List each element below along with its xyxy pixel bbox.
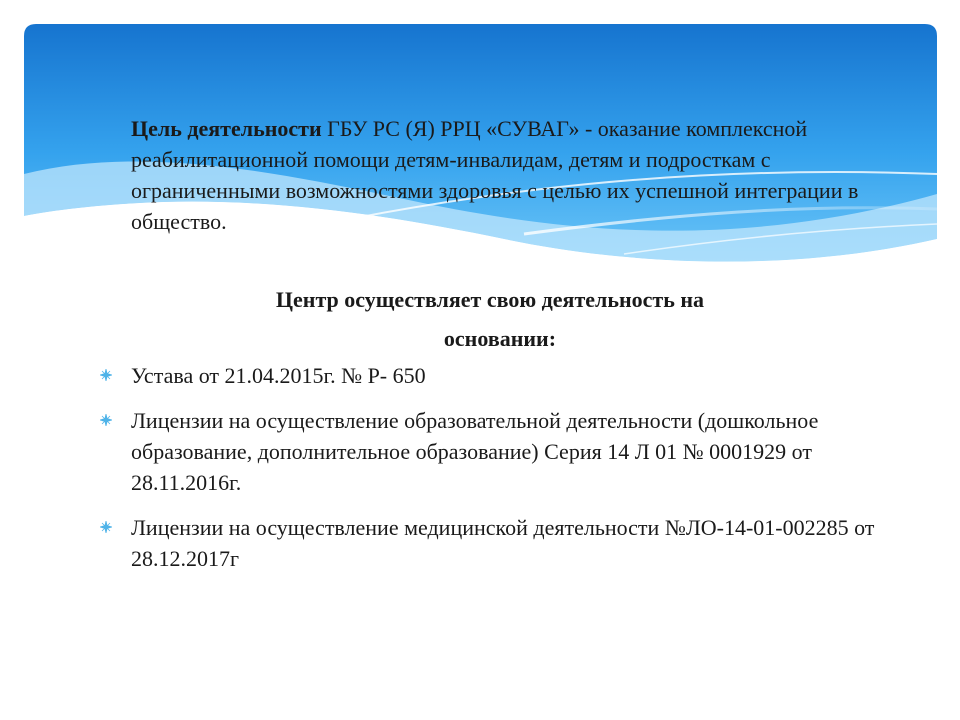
section-heading-line1: Центр осуществляет свою деятельность на bbox=[275, 287, 705, 312]
list-item bbox=[98, 512, 878, 574]
star-bullet-icon bbox=[100, 521, 112, 533]
list-item-text: Лицензии на осуществление образовательной деятельности (дошкольное образование, дополнительное образование) Серия 14 Л 01 № 0001929 от 28.11.2016г. bbox=[131, 408, 819, 495]
intro-paragraph bbox=[131, 113, 871, 237]
list-item bbox=[98, 360, 878, 391]
star-bullet-icon bbox=[100, 414, 112, 426]
star-bullet-icon bbox=[100, 369, 112, 381]
list-item bbox=[98, 405, 878, 498]
list-item-text: Лицензии на осуществление медицинской деятельности №ЛО-14-01-002285 от 28.12.2017г bbox=[131, 515, 875, 571]
intro-bold-label: Цель деятельности bbox=[131, 116, 322, 141]
basis-list bbox=[98, 360, 878, 588]
list-item-text: Устава от 21.04.2015г. № Р- 650 bbox=[131, 363, 426, 388]
section-heading-line2: основании: bbox=[443, 326, 557, 351]
intro-text: ГБУ РС (Я) РРЦ «СУВАГ» - оказание комплексной реабилитационной помощи детям-инвалидам, детям и подросткам с ограниченными возможностями здоровья с целью их успешной интеграции в общество. bbox=[131, 116, 859, 234]
